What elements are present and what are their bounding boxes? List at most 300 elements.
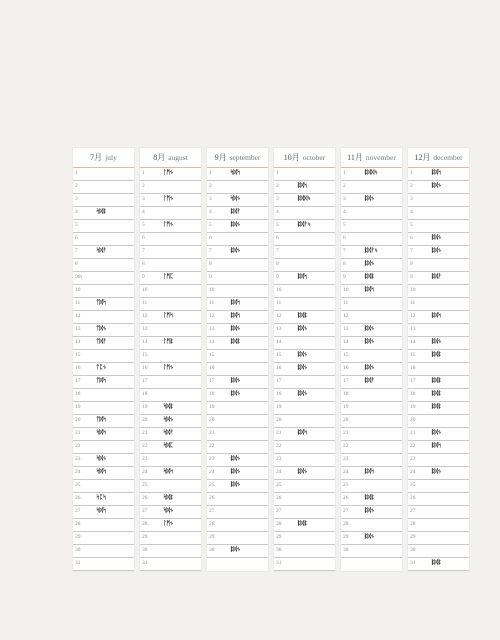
day-entry: ᛔᛞᛃ [297, 468, 308, 475]
day-row[interactable] [408, 207, 469, 220]
day-entry: ᛔᛞᛔ [364, 494, 375, 501]
day-number: 2 [142, 183, 145, 189]
day-row[interactable] [73, 454, 134, 467]
day-number: 19 [142, 404, 148, 410]
day-row[interactable] [73, 194, 134, 207]
day-row[interactable] [408, 168, 469, 181]
day-number: 1 [410, 170, 413, 176]
day-row[interactable] [408, 428, 469, 441]
day-number: 5 [142, 222, 145, 228]
day-row[interactable] [73, 207, 134, 220]
day-row[interactable] [408, 558, 469, 571]
day-number: 10 [343, 287, 349, 293]
day-row[interactable] [73, 415, 134, 428]
day-row[interactable] [140, 350, 201, 363]
day-row[interactable] [207, 311, 268, 324]
day-number: 27 [142, 508, 148, 514]
day-number: 26 [75, 495, 81, 501]
day-row[interactable] [73, 402, 134, 415]
day-entry: ᛋᛞᛔ [163, 403, 174, 410]
day-entry: ᛔᛞᛃ [431, 247, 442, 254]
day-number: 19 [343, 404, 349, 410]
day-row[interactable] [408, 441, 469, 454]
day-row[interactable] [140, 493, 201, 506]
day-row[interactable] [408, 480, 469, 493]
day-row[interactable] [207, 181, 268, 194]
day-number: 18 [276, 391, 282, 397]
day-entry: ᛔᛞᛋ [297, 429, 308, 436]
day-row[interactable] [207, 454, 268, 467]
day-row[interactable] [73, 558, 134, 571]
month-number: 12月 [414, 153, 431, 162]
day-row[interactable] [140, 298, 201, 311]
day-number: 26 [343, 495, 349, 501]
day-row[interactable] [274, 311, 335, 324]
day-row[interactable] [274, 415, 335, 428]
day-row[interactable] [207, 493, 268, 506]
day-number: 1 [142, 170, 145, 176]
day-row[interactable] [73, 428, 134, 441]
day-number: 31 [410, 560, 416, 566]
day-row[interactable] [207, 272, 268, 285]
day-entry: ᛔᛞᚹ [364, 377, 375, 384]
day-row[interactable] [140, 428, 201, 441]
day-row[interactable] [73, 168, 134, 181]
day-row[interactable] [274, 376, 335, 389]
day-number: 27 [75, 508, 81, 514]
day-row[interactable] [140, 363, 201, 376]
day-row[interactable] [408, 402, 469, 415]
day-row[interactable] [274, 285, 335, 298]
day-entry: ᛔᛞᛔ [297, 520, 308, 527]
day-number: 30 [276, 547, 282, 553]
day-number: 12 [142, 313, 148, 319]
day-row[interactable] [408, 454, 469, 467]
day-number: 14 [410, 339, 416, 345]
day-row[interactable] [140, 506, 201, 519]
day-row[interactable] [274, 493, 335, 506]
day-row[interactable] [140, 402, 201, 415]
day-number: 27 [410, 508, 416, 514]
day-entry: ᛔᛞᛋ [431, 169, 442, 176]
day-row[interactable] [140, 168, 201, 181]
day-row[interactable] [140, 246, 201, 259]
day-row[interactable] [341, 389, 402, 402]
day-row[interactable] [140, 272, 201, 285]
day-row[interactable] [341, 194, 402, 207]
day-row[interactable] [408, 506, 469, 519]
day-row[interactable] [274, 441, 335, 454]
day-row[interactable] [341, 519, 402, 532]
day-row[interactable] [274, 532, 335, 545]
day-row[interactable] [341, 402, 402, 415]
day-row[interactable] [207, 545, 268, 558]
day-row[interactable] [207, 506, 268, 519]
day-row[interactable] [274, 207, 335, 220]
day-number: 28 [343, 521, 349, 527]
day-entry: ᛔᛞᛃ [297, 364, 308, 371]
day-row[interactable] [408, 467, 469, 480]
day-row[interactable] [341, 350, 402, 363]
day-row[interactable] [140, 324, 201, 337]
day-row[interactable] [140, 181, 201, 194]
day-row[interactable] [274, 324, 335, 337]
day-number: 30 [343, 547, 349, 553]
day-entry: ᛋᛞᛈ [163, 442, 174, 449]
day-row[interactable] [207, 194, 268, 207]
day-entry: ᛏᛞᚹ [96, 338, 107, 345]
day-row[interactable] [207, 389, 268, 402]
day-number: 14 [343, 339, 349, 345]
day-number: 22 [209, 443, 215, 449]
day-row[interactable] [408, 311, 469, 324]
day-row[interactable] [140, 194, 201, 207]
day-row[interactable] [341, 363, 402, 376]
month-name: september [229, 153, 261, 162]
day-entry: ᛚᛗᛔ [163, 338, 174, 345]
day-row[interactable] [140, 519, 201, 532]
day-entry: ᛋᛞᛔ [163, 494, 174, 501]
day-number: 26 [276, 495, 282, 501]
day-number: 25 [276, 482, 282, 488]
day-row[interactable] [274, 519, 335, 532]
day-row[interactable] [341, 311, 402, 324]
day-row[interactable] [73, 467, 134, 480]
day-row[interactable] [73, 376, 134, 389]
day-row[interactable] [73, 363, 134, 376]
day-row[interactable] [207, 233, 268, 246]
day-row[interactable] [408, 493, 469, 506]
day-number: 25 [209, 482, 215, 488]
day-number: 2 [343, 183, 346, 189]
day-row[interactable] [140, 285, 201, 298]
day-row[interactable] [408, 246, 469, 259]
day-entry: ᛔᛞᛋ [431, 442, 442, 449]
day-row[interactable] [207, 519, 268, 532]
day-row[interactable] [274, 181, 335, 194]
day-number: 26 [209, 495, 215, 501]
day-row[interactable] [274, 506, 335, 519]
day-row[interactable] [207, 363, 268, 376]
day-number: 31 [142, 560, 148, 566]
day-row[interactable] [207, 376, 268, 389]
day-row[interactable] [207, 480, 268, 493]
day-row[interactable] [140, 389, 201, 402]
day-number: 18 [142, 391, 148, 397]
day-row[interactable] [73, 285, 134, 298]
day-row[interactable] [274, 389, 335, 402]
day-number: 16 [343, 365, 349, 371]
day-row[interactable] [341, 168, 402, 181]
day-row[interactable] [207, 532, 268, 545]
month-name: october [302, 153, 326, 162]
day-entry: ᛔᛞᛔ [230, 338, 241, 345]
day-row[interactable] [73, 220, 134, 233]
day-number: 18 [410, 391, 416, 397]
day-row[interactable] [140, 259, 201, 272]
day-row[interactable] [73, 259, 134, 272]
day-row[interactable] [73, 532, 134, 545]
day-row[interactable] [274, 350, 335, 363]
day-row[interactable] [341, 285, 402, 298]
day-row[interactable] [341, 506, 402, 519]
day-row[interactable] [73, 311, 134, 324]
day-row[interactable] [408, 363, 469, 376]
day-row[interactable] [73, 441, 134, 454]
day-row[interactable] [408, 415, 469, 428]
day-number: 31 [276, 560, 282, 566]
day-row[interactable] [207, 558, 268, 571]
day-row[interactable] [73, 480, 134, 493]
day-number: 10 [75, 287, 81, 293]
day-row[interactable] [207, 285, 268, 298]
day-row[interactable] [140, 545, 201, 558]
day-number: 5 [343, 222, 346, 228]
day-number: 17 [276, 378, 282, 384]
day-row[interactable] [207, 441, 268, 454]
day-row[interactable] [274, 168, 335, 181]
day-row[interactable] [274, 545, 335, 558]
day-row[interactable] [207, 428, 268, 441]
day-row[interactable] [140, 337, 201, 350]
day-number: 7 [209, 248, 212, 254]
month-name: december [433, 153, 463, 162]
day-row[interactable] [140, 311, 201, 324]
day-number: 8 [209, 261, 212, 267]
day-row[interactable] [73, 181, 134, 194]
day-row[interactable] [274, 298, 335, 311]
day-number: 8 [410, 261, 413, 267]
day-row[interactable] [274, 467, 335, 480]
day-row[interactable] [73, 233, 134, 246]
day-row[interactable] [73, 545, 134, 558]
day-row[interactable] [207, 402, 268, 415]
day-row[interactable] [408, 389, 469, 402]
day-row[interactable] [207, 350, 268, 363]
day-row[interactable] [341, 272, 402, 285]
day-row[interactable] [73, 298, 134, 311]
day-number: 10 [209, 287, 215, 293]
day-row[interactable] [408, 545, 469, 558]
day-row[interactable] [73, 324, 134, 337]
day-row[interactable] [140, 467, 201, 480]
day-number: 10 [142, 287, 148, 293]
day-row[interactable] [207, 207, 268, 220]
day-row[interactable] [73, 246, 134, 259]
day-number: 23 [75, 456, 81, 462]
day-row[interactable] [140, 415, 201, 428]
day-row[interactable] [207, 467, 268, 480]
day-entry: ᛔᛞᛋ [364, 468, 375, 475]
day-row[interactable] [408, 259, 469, 272]
day-entry: ᛔᛞᛞᛃ [364, 169, 378, 176]
day-number: 7 [276, 248, 279, 254]
day-number: 31 [75, 560, 81, 566]
day-number: 22 [75, 443, 81, 449]
day-row[interactable] [341, 246, 402, 259]
day-number: 29 [410, 534, 416, 540]
day-row[interactable] [341, 233, 402, 246]
day-row[interactable] [408, 337, 469, 350]
day-row[interactable] [341, 467, 402, 480]
day-row[interactable] [341, 376, 402, 389]
day-row[interactable] [207, 298, 268, 311]
day-entry: ᛏᛞᛋ [96, 416, 107, 423]
day-row[interactable] [341, 337, 402, 350]
day-row[interactable] [140, 454, 201, 467]
day-entry: ᛔᛞᛃ [230, 546, 241, 553]
day-number: 6 [276, 235, 279, 241]
month-column [207, 148, 268, 571]
day-row[interactable] [274, 272, 335, 285]
day-row[interactable] [140, 480, 201, 493]
calendar-grid [73, 148, 469, 571]
day-number: 9th [75, 274, 83, 280]
day-entry: ᛔᛞᛃ [364, 533, 375, 540]
day-row[interactable] [274, 220, 335, 233]
day-row[interactable] [140, 233, 201, 246]
day-row[interactable] [274, 194, 335, 207]
month-header [140, 148, 201, 168]
day-row[interactable] [274, 480, 335, 493]
day-row[interactable] [341, 428, 402, 441]
day-number: 21 [276, 430, 282, 436]
day-number: 3 [410, 196, 413, 202]
day-row[interactable] [341, 441, 402, 454]
day-row[interactable] [341, 324, 402, 337]
day-entry: ᛔᛞᛃ [431, 234, 442, 241]
day-row[interactable] [207, 337, 268, 350]
day-entry: ᛋᛈᛋ [96, 494, 107, 501]
day-row[interactable] [274, 402, 335, 415]
month-name: november [365, 153, 396, 162]
day-number: 27 [276, 508, 282, 514]
day-row[interactable] [207, 259, 268, 272]
day-row[interactable] [274, 233, 335, 246]
day-number: 15 [75, 352, 81, 358]
day-row[interactable] [341, 181, 402, 194]
day-row[interactable] [73, 337, 134, 350]
day-row[interactable] [408, 532, 469, 545]
day-row[interactable] [341, 454, 402, 467]
day-row[interactable] [207, 168, 268, 181]
day-row[interactable] [274, 259, 335, 272]
day-number: 16 [276, 365, 282, 371]
day-number: 14 [75, 339, 81, 345]
day-row[interactable] [408, 519, 469, 532]
day-row[interactable] [274, 428, 335, 441]
day-row[interactable] [341, 493, 402, 506]
day-row[interactable] [274, 363, 335, 376]
day-row[interactable] [408, 194, 469, 207]
day-number: 2 [75, 183, 78, 189]
day-number: 21 [75, 430, 81, 436]
day-row[interactable] [140, 441, 201, 454]
day-entry: ᛔᛞᛃ [364, 364, 375, 371]
day-row[interactable] [140, 558, 201, 571]
day-row[interactable] [207, 220, 268, 233]
month-column [73, 148, 134, 571]
day-row[interactable] [408, 233, 469, 246]
day-number: 30 [209, 547, 215, 553]
day-number: 24 [343, 469, 349, 475]
day-row[interactable] [274, 337, 335, 350]
day-row[interactable] [408, 272, 469, 285]
day-entry: ᛔᛞᛃ [230, 377, 241, 384]
day-row[interactable] [408, 181, 469, 194]
day-number: 12 [276, 313, 282, 319]
day-row[interactable] [408, 298, 469, 311]
day-number: 3 [209, 196, 212, 202]
day-row[interactable] [341, 558, 402, 571]
day-entry: ᛔᛞᛃ [230, 221, 241, 228]
day-row[interactable] [408, 324, 469, 337]
day-number: 15 [209, 352, 215, 358]
day-row[interactable] [140, 376, 201, 389]
day-number: 7 [410, 248, 413, 254]
day-number: 18 [343, 391, 349, 397]
day-row[interactable] [73, 493, 134, 506]
day-row[interactable] [73, 389, 134, 402]
day-number: 25 [343, 482, 349, 488]
day-row[interactable] [341, 415, 402, 428]
day-number: 14 [209, 339, 215, 345]
day-row[interactable] [408, 285, 469, 298]
day-row[interactable] [341, 480, 402, 493]
day-row[interactable] [408, 350, 469, 363]
day-row[interactable] [73, 350, 134, 363]
day-entry: ᛔᛞᛞᛃ [297, 195, 311, 202]
day-row[interactable] [341, 545, 402, 558]
day-row[interactable] [341, 259, 402, 272]
day-number: 21 [142, 430, 148, 436]
month-column [341, 148, 402, 571]
day-row[interactable] [207, 415, 268, 428]
day-row[interactable] [274, 454, 335, 467]
day-row[interactable] [341, 532, 402, 545]
day-number: 8 [276, 261, 279, 267]
day-number: 9 [209, 274, 212, 280]
month-column [274, 148, 335, 571]
day-number: 8 [142, 261, 145, 267]
day-entry: ᛔᛞᛃ [364, 260, 375, 267]
day-row[interactable] [274, 246, 335, 259]
day-row[interactable] [274, 558, 335, 571]
day-row[interactable] [140, 220, 201, 233]
day-row[interactable] [73, 272, 134, 285]
day-number: 23 [142, 456, 148, 462]
day-row[interactable] [341, 298, 402, 311]
day-row[interactable] [207, 324, 268, 337]
day-entry: ᛔᛞᚹ [431, 273, 442, 280]
day-entry: ᛚᛗᛃ [163, 195, 174, 202]
day-row[interactable] [341, 207, 402, 220]
day-row[interactable] [140, 207, 201, 220]
day-row[interactable] [140, 532, 201, 545]
day-row[interactable] [408, 376, 469, 389]
day-row[interactable] [73, 519, 134, 532]
month-header [73, 148, 134, 168]
day-row[interactable] [341, 220, 402, 233]
day-row[interactable] [207, 246, 268, 259]
day-number: 19 [75, 404, 81, 410]
day-row[interactable] [408, 220, 469, 233]
day-number: 6 [209, 235, 212, 241]
day-entry: ᛋᛞᛃ [230, 195, 241, 202]
day-row[interactable] [73, 506, 134, 519]
day-entry: ᛔᛞᚹ [230, 208, 241, 215]
day-number: 17 [343, 378, 349, 384]
